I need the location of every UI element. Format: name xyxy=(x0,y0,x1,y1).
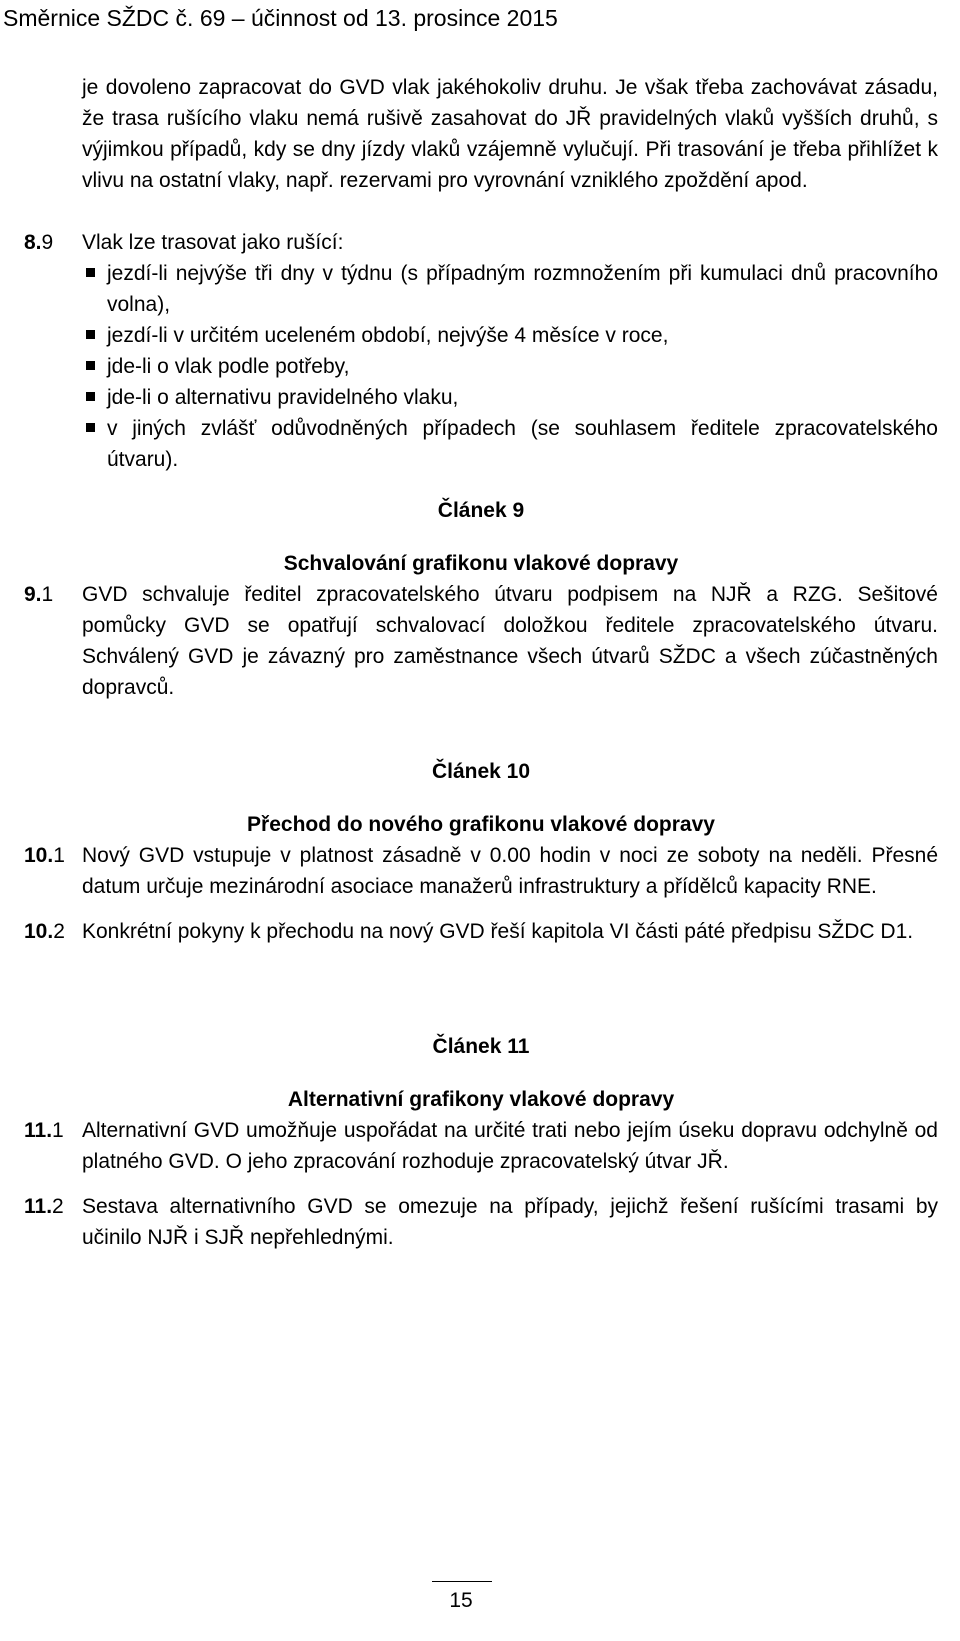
article-subtitle: Schvalování grafikonu vlakové dopravy xyxy=(283,552,679,575)
article-title: Článek 11 xyxy=(432,1035,530,1058)
list-item: jezdí-li v určitém uceleném období, nejvýše 4 měsíce v roce, xyxy=(82,320,938,351)
square-bullet-icon xyxy=(86,392,95,401)
paragraph-10-2 xyxy=(24,916,938,947)
square-bullet-icon xyxy=(86,268,95,277)
footer-divider xyxy=(432,1581,492,1582)
page-header: Směrnice SŽDC č. 69 – účinnost od 13. prosince 2015 xyxy=(3,5,558,31)
paragraph-number: 10.1 xyxy=(24,844,65,867)
paragraph-number: 9.1 xyxy=(24,583,54,606)
document-body xyxy=(24,72,938,1253)
bullet-list xyxy=(24,258,938,475)
article-subtitle: Alternativní grafikony vlakové dopravy xyxy=(287,1088,675,1111)
paragraph-lead: Vlak lze trasovat jako rušící: xyxy=(82,231,344,254)
paragraph-11-1 xyxy=(24,1115,938,1177)
square-bullet-icon xyxy=(86,330,95,339)
paragraph-11-2 xyxy=(24,1191,938,1253)
paragraph-text: Sestava alternativního GVD se omezuje na případy, jejichž řešení rušícími trasami by učinilo NJŘ i SJŘ nepřehlednými. xyxy=(82,1195,938,1249)
paragraph-text: Alternativní GVD umožňuje uspořádat na určité trati nebo jejím úseku dopravu odchylně od platného GVD. O jeho zpracování rozhoduje zpracovatelský útvar JŘ. xyxy=(82,1119,938,1173)
list-item: jezdí-li nejvýše tři dny v týdnu (s případným rozmnožením při kumulaci dnů pracovního volna), xyxy=(82,258,938,320)
paragraph-text: Nový GVD vstupuje v platnost zásadně v 0.00 hodin v noci ze soboty na neděli. Přesné datum určuje mezinárodní asociace manažerů infrastruktury a přídělců kapacity RNE. xyxy=(82,844,938,898)
intro-paragraph: je dovoleno zapracovat do GVD vlak jakéhokoliv druhu. Je však třeba zachovávat zásadu, že trasa rušícího vlaku nemá rušivě zasahovat do JŘ pravidelných vlaků vyšších druhů, s výjimkou případů, kdy se dny jízdy vlaků vzájemně vylučují. Při trasování je třeba přihlížet k vlivu na ostatní vlaky, např. rezervami pro vyrovnání vzniklého zpoždění apod. xyxy=(82,76,938,192)
paragraph-8-9 xyxy=(24,227,938,258)
paragraph-text: GVD schvaluje ředitel zpracovatelského útvaru podpisem na NJŘ a RZG. Sešitové pomůcky GVD se opatřují schvalovací doložkou ředitele zpracovatelského útvaru. Schválený GVD je závazný pro zaměstnance všech útvarů SŽDC a všech zúčastněných dopravců. xyxy=(82,583,938,699)
article-title: Článek 9 xyxy=(437,499,525,522)
paragraph-number: 10.2 xyxy=(24,920,65,943)
paragraph-10-1 xyxy=(24,840,938,902)
list-item: jde-li o alternativu pravidelného vlaku, xyxy=(82,382,938,413)
list-item: v jiných zvlášť odůvodněných případech (se souhlasem ředitele zpracovatelského útvaru). xyxy=(82,413,938,475)
paragraph-text: Konkrétní pokyny k přechodu na nový GVD řeší kapitola VI části páté předpisu SŽDC D1. xyxy=(82,920,914,943)
square-bullet-icon xyxy=(86,361,95,370)
square-bullet-icon xyxy=(86,423,95,432)
page-number: 15 xyxy=(449,1589,473,1612)
article-subtitle: Přechod do nového grafikonu vlakové dopravy xyxy=(247,813,715,836)
article-title: Článek 10 xyxy=(431,760,531,783)
list-item: jde-li o vlak podle potřeby, xyxy=(82,351,938,382)
paragraph-number: 11.2 xyxy=(24,1195,64,1218)
paragraph-number: 8.9 xyxy=(24,231,54,254)
paragraph-9-1 xyxy=(24,579,938,703)
paragraph-number: 11.1 xyxy=(24,1119,64,1142)
